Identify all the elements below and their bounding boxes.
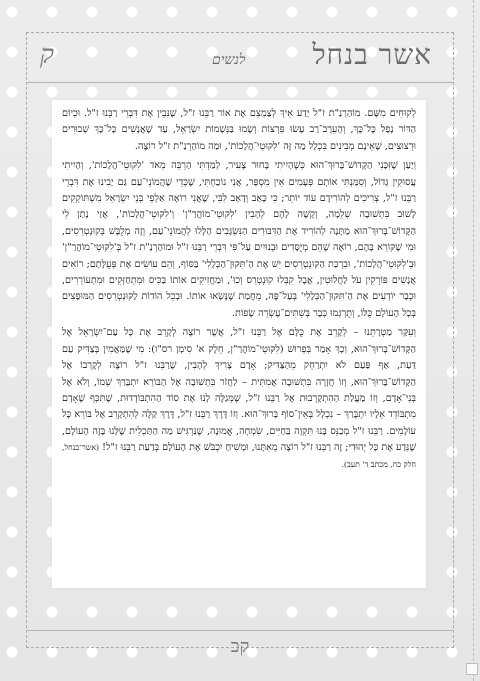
paragraph-1: לְקוּחִים מִשָּׁם. מוֹהַרְנַ"ת ז"ל יָדַע אֵיךְ לְצַמְצֵם אֶת אוֹר רַבֵּנוּ ז"ל, שֶׁנִּבְין אֶת דִּבְרֵי רַבֵּנוּ ז"ל. וּכְיוֹם הַדּוֹר נָפַל כָּל־כָּךְ, וְהָעֵרֶב־רַב עָשׂוּ פִּרְצוֹת וְשָׂמוּ בַּנְּשָׁמוֹת יִשְׂרָאֵל, עַד שֶׁאֲנָשִׁים כָּל־כָּךְ שְׁבוּרִים וּרְצוּצִים, שֶׁאֵינָם מְבִינִים בִּכְלָל מַה זֶּה 'לִקּוּטֵי־הֲלָכוֹת', וּמַה מוֹהַרְנַ"ת ז"ל רוֹצֶה. xyxy=(62,108,416,152)
header-divider xyxy=(26,82,454,83)
source-citation: (אשר־בנחל, חלק כח, מכתב ד' תעב). xyxy=(62,443,416,469)
page-edge xyxy=(472,0,474,681)
page-number: קכ xyxy=(230,636,250,657)
header-ornament: ק xyxy=(40,40,54,70)
paragraph-2: וְיַעַן שֶׁזִּכָּנִי הַקָּדוֹשׁ־בָּרוּךְ־הוּא כְּשֶׁהָיִיתִי בָּחוּר צָעִיר, לְמַדְתִּי הַרְבֵּה מְאֹד 'לִקּוּטֵי־הֲלָכוֹת', וְהָיִיתִי עֲסוּקִין גָּדוֹל, וְסִמַּנְתִּי אוֹתָם פְּעָמִים אֵין מִסְפָּר, אֲנִי נוֹכַחְתִּי, שֶׁכְּדֵי שֶׁהֲמוֹנֵי־עַם גַּם יָבִינוּ אֶת דִּבְרֵי רַבֵּנוּ ז"ל, צְרִיכִים לְהוֹרִידָם עוֹד יוֹתֵר; כִּי כָּאַב וְדָאַב לִבִּי, שֶׁאֲנִי רוֹאֶה אַלְפֵי בְּנֵי יִשְׂרָאֵל מִשְׁתּוֹקְקִים לָשׁוּב בִּתְשׁוּבָה שְׁלֵמָה, וְקָשֶׁה לָהֶם לְהָבִין 'לִקּוּטֵי־מוֹהֲרַ"ן' וְ'לִקּוּטֵי־הֲלָכוֹת', אֲזַי נָתַן לִי הַקָּדוֹשׁ־בָּרוּךְ־הוּא מַתָּנָה לְהוֹרִיד אֶת הַדִּבּוּרִים הַנִּשְׂגָּבִים הַלָּלוּ לְהֲמוֹנֵי־עַם, וְזֶה מְלֻבָּשׁ בְּקוּנְטְרֵסִים, וּמִי שֶׁקּוֹרֵא בָּהֶם, רוֹאֶה שֶׁהֵם מְיֻסָּדִים וּבְנוּיִים עַל־פִּי דִּבְרֵי רַבֵּנוּ ז"ל וּמוֹהַרְנַ"ת ז"ל בְּ'לִקּוּטֵי־מוֹהֲרַ"ן' וּבְ'לִקּוּטֵי־הֲלָכוֹת', וּבִרְכַּת הַקּוּנְטְרֵסִים יֵשׁ אֶת הַ'תִּקּוּן־הַכְּלָלִי' בַּסּוֹף, וְהֵם עוֹשִׂים אֶת פְּעֻלָּתָם; רוֹאִים אֲנָשִׁים פּוֹרְקִין עֹל לַחֲלוּטִין, אֲבָל קִבְּלוּ קוּנְטְרֵס וְכוּ', וּמַחֲזִיקִים אוֹתוֹ בַּכִּיס וּמִתְחַזְּקִים וּמִתְעוֹרְרִים, וּכְבָר יוֹדְעִים אֶת הַ'תִּקּוּן־הַכְּלָלִי' בְּעַל־פֶּה, מֵחֲמַת שֶׁנָּשְׂאוּ אוֹתוֹ. וּבְכֵל הוֹדוֹת לַקּוּנְטְרֵסִים הַמּוּפָצִים בְּכָל הָעוֹלָם כֻּלּוֹ, וְתֻרְגְּמוּ כְּבָר בְּשִׁתִּים־עֶשְׂרֵה שָׂפוֹת. xyxy=(62,160,416,319)
book-title: אשר בנחל xyxy=(312,38,432,71)
text-body xyxy=(52,100,426,588)
paragraph-3 xyxy=(62,325,416,473)
paragraph-3-text: וְעִקַּר מַטְרָתֵנוּ – לְקָרֵב אֶת כֻּלָּם אֶל רַבֵּנוּ ז"ל, אֲשֶׁר רוֹצֶה לְקָרֵב אֶת כָּל עַם־יִשְׂרָאֵל אֶל הַקָּדוֹשׁ־בָּרוּךְ־הוּא, וְכָךְ אָמַר בְּפֵרוּשׁ (לִקּוּטֵי־מוֹהֲרַ"ן, חֵלֶק א' סִימָן רס"ו): מִי שֶׁמַּאֲמִין בְּצַדִּיק עַם דַּעַת, אַף פַּעַם לֹא יִתְרַחֵק מֵהַצַּדִּיק; אָדָם צָרִיךְ לְהָבִין, שֶׁרַבֵּנוּ ז"ל רוֹצֶה לְקָרְבוֹ אֶל הַקָּדוֹשׁ־בָּרוּךְ־הוּא, וְזוֹ חֲזָרָה בִּתְשׁוּבָה אֲמִתִּית – לַחֲזֹר בִּתְשׁוּבָה אֶל הַבּוֹרֵא יִתְבָּרַךְ שְׁמוֹ, וְלֹא אֶל בְּנֵי־אָדָם, וְזוֹ מַעֲלַת הַהִתְקָרְבוּת אֶל רַבֵּנוּ ז"ל, שֶׁמְּגַלֶּה לָנוּ אֶת סוֹד הַהִתְבּוֹדְדוּת, שֶׁתִּכְּף שֶׁאָדָם מִתְבּוֹדֵד אֵלָיו יִתְבָּרַךְ – נִכְלָל בְּאֵין־סוֹף בָּרוּךְ־הוּא. וְזוֹ דֶּרֶךְ רַבֵּנוּ ז"ל, דֶּרֶךְ קַלָּה לְהִתְקָרֵב אֶל בּוֹרֵא כָּל עוֹלָמִים. רַבֵּנוּ ז"ל מְכַנֵּס בָּנוּ תִּקְוָה בַּחַיִּים, שִׂמְחָה, אֱמוּנָה, שֶׁנַּרְגִּישׁ מַה הַתַּכְלִית שֶׁלָּנוּ בָּזֶה הָעוֹלָם, שֶׁנֵּדַע אֶת כָּל יְהוּדִי; זֶה רַבֵּנוּ ז"ל רוֹצֶה מֵאִתָּנוּ, וּמָשִׁיחַ יִכְבֹּשׁ אֶת הָעוֹלָם בְּדַעַת רַבֵּנוּ ז"ל! xyxy=(62,327,416,454)
footer-divider xyxy=(26,630,454,631)
corner-marker xyxy=(466,663,478,675)
page-header xyxy=(40,36,440,80)
book-subtitle: לנשים xyxy=(212,52,246,68)
